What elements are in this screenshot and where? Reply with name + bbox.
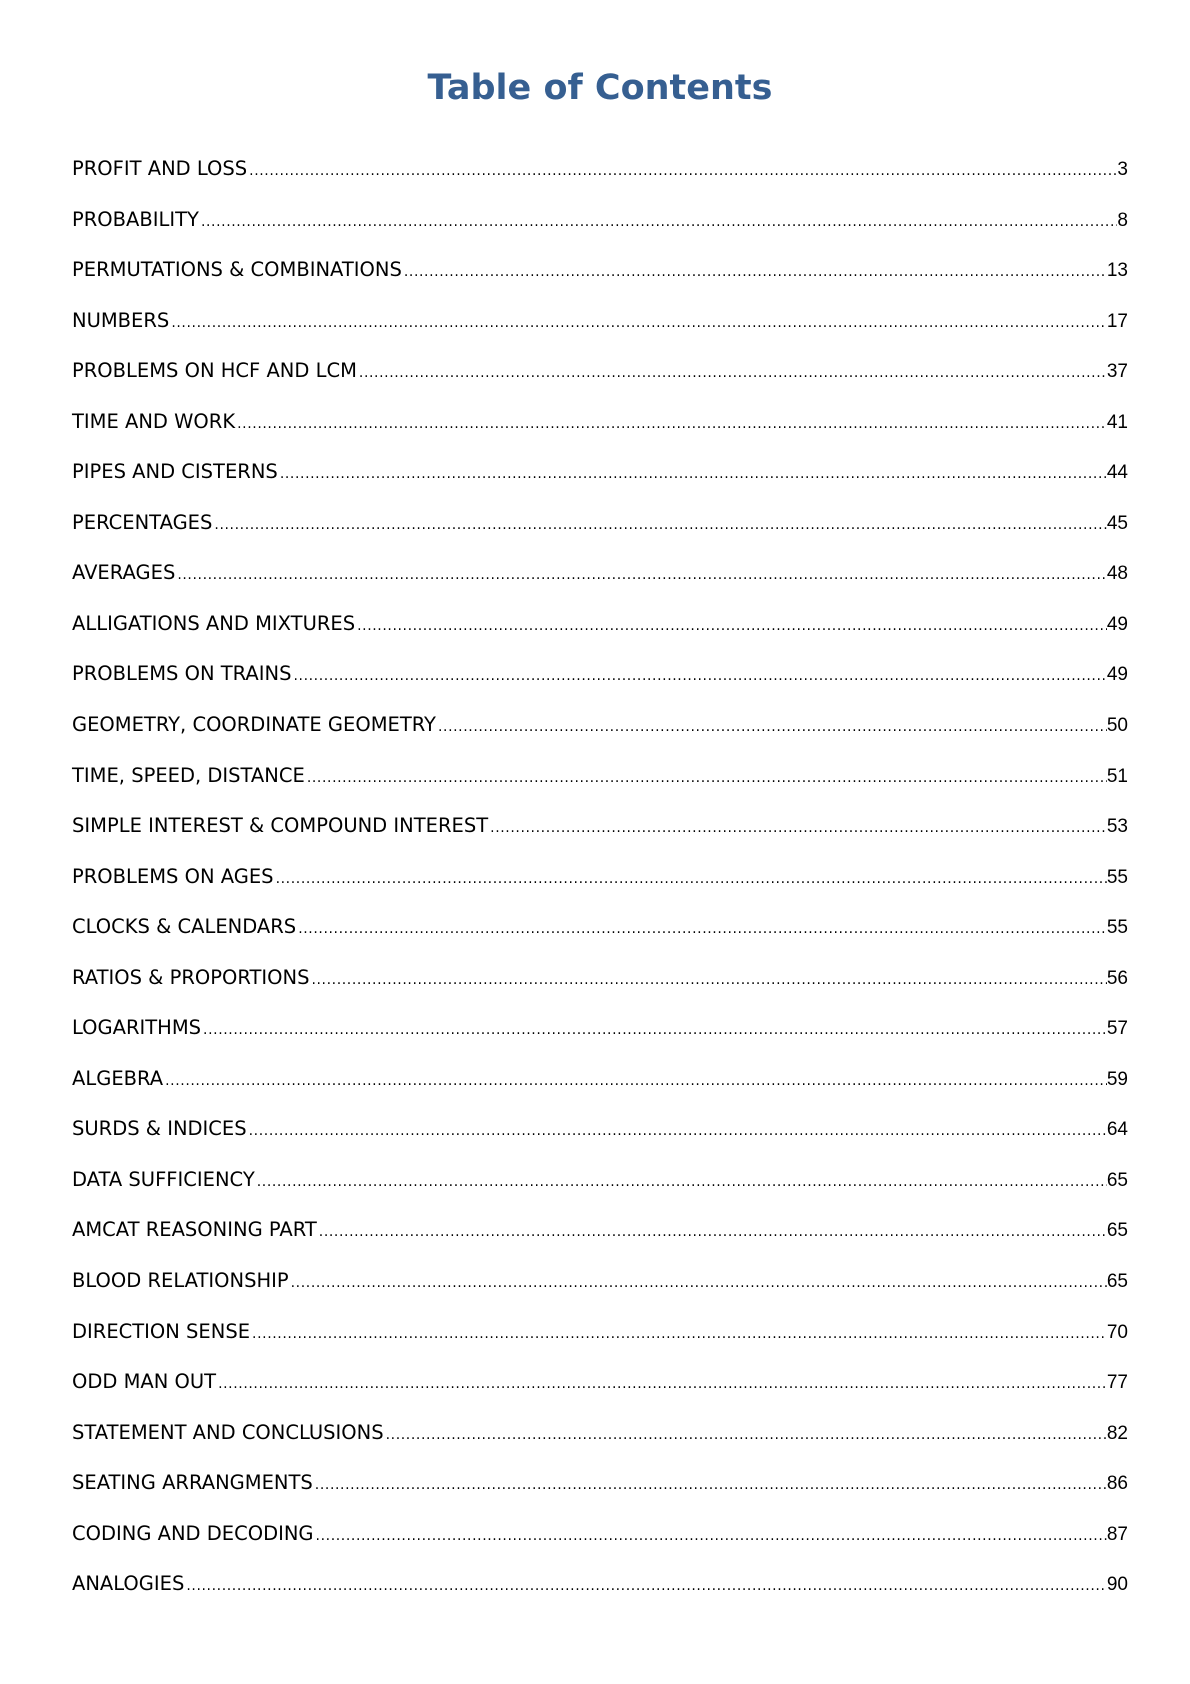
toc-entry-page-number: 49 [1106,664,1128,686]
toc-entry-page-number: 45 [1106,512,1128,534]
toc-entry-label: TIME AND WORK [72,409,236,433]
toc-entry-page-number: 87 [1106,1523,1128,1545]
toc-entry-label: ALGEBRA [72,1066,164,1090]
toc-dot-leader [313,1469,1107,1501]
toc-entry-page-number: 65 [1106,1271,1128,1293]
toc-entry-page-number: 90 [1106,1574,1128,1596]
toc-entry-page-number: 57 [1106,1018,1128,1040]
toc-entry-label: PROBABILITY [72,207,199,231]
toc-entry-label: TIME, SPEED, DISTANCE [72,763,305,787]
toc-entry-label: STATEMENT AND CONCLUSIONS [72,1420,384,1444]
toc-entry-label: DATA SUFFICIENCY [72,1167,255,1191]
toc-entry[interactable] [72,1113,1128,1164]
toc-entry[interactable] [72,1214,1128,1265]
toc-entry-label: PROBLEMS ON HCF AND LCM [72,359,357,383]
toc-entry-label: BLOOD RELATIONSHIP [72,1269,289,1293]
toc-entry-label: ODD MAN OUT [72,1370,217,1394]
toc-dot-leader [247,1115,1107,1147]
toc-entry-label: SEATING ARRANGMENTS [72,1471,313,1495]
toc-entry[interactable] [72,153,1128,204]
toc-dot-leader [305,762,1107,794]
toc-entry-page-number: 37 [1106,361,1128,383]
toc-entry-page-number: 44 [1106,462,1128,484]
toc-entry[interactable] [72,456,1128,507]
toc-dot-leader [250,1318,1107,1350]
toc-entry[interactable] [72,962,1128,1013]
toc-entry-page-number: 17 [1106,310,1128,332]
toc-dot-leader [291,660,1106,692]
toc-entry-page-number: 53 [1106,816,1128,838]
toc-dot-leader [255,1166,1107,1198]
toc-entry[interactable] [72,355,1128,406]
toc-entry[interactable] [72,406,1128,457]
toc-entry-page-number: 82 [1106,1422,1128,1444]
toc-dot-leader [169,307,1107,339]
toc-entry[interactable] [72,204,1128,255]
toc-entry-label: ANALOGIES [72,1572,185,1596]
toc-entry[interactable] [72,861,1128,912]
toc-entry-label: GEOMETRY, COORDINATE GEOMETRY [72,713,436,737]
toc-entry-label: PERCENTAGES [72,510,213,534]
toc-entry-page-number: 65 [1106,1220,1128,1242]
toc-entry-label: PROBLEMS ON AGES [72,864,274,888]
toc-dot-leader [436,711,1107,743]
toc-entry-page-number: 70 [1106,1321,1128,1343]
toc-dot-leader [274,863,1107,895]
toc-entry-label: RATIOS & PROPORTIONS [72,965,310,989]
toc-entry[interactable] [72,709,1128,760]
toc-entry-page-number: 50 [1106,715,1128,737]
toc-entry[interactable] [72,1063,1128,1114]
toc-entry-page-number: 48 [1106,563,1128,585]
table-of-contents-list [72,153,1128,1619]
toc-entry-label: ALLIGATIONS AND MIXTURES [72,611,356,635]
toc-dot-leader [289,1267,1107,1299]
toc-entry[interactable] [72,1164,1128,1215]
toc-entry[interactable] [72,254,1128,305]
toc-entry[interactable] [72,1518,1128,1569]
toc-entry-label: NUMBERS [72,308,170,332]
toc-entry-page-number: 56 [1106,967,1128,989]
toc-entry[interactable] [72,1012,1128,1063]
toc-entry-label: LOGARITHMS [72,1016,202,1040]
toc-dot-leader [355,610,1107,642]
toc-dot-leader [201,1014,1107,1046]
toc-dot-leader [384,1419,1107,1451]
toc-entry-label: CLOCKS & CALENDARS [72,915,297,939]
toc-entry[interactable] [72,760,1128,811]
toc-entry-label: SIMPLE INTEREST & COMPOUND INTEREST [72,814,489,838]
toc-entry[interactable] [72,507,1128,558]
toc-dot-leader [314,1520,1107,1552]
toc-entry-page-number: 59 [1106,1068,1128,1090]
toc-dot-leader [199,206,1117,238]
toc-dot-leader [488,812,1107,844]
toc-entry[interactable] [72,1316,1128,1367]
toc-entry-label: PROBLEMS ON TRAINS [72,662,292,686]
toc-dot-leader [163,1065,1107,1097]
toc-entry-page-number: 77 [1106,1372,1128,1394]
toc-dot-leader [278,458,1107,490]
toc-entry-page-number: 55 [1106,866,1128,888]
toc-entry-page-number: 55 [1106,917,1128,939]
toc-entry[interactable] [72,1467,1128,1518]
toc-entry-label: CODING AND DECODING [72,1521,314,1545]
toc-dot-leader [402,256,1107,288]
toc-dot-leader [247,155,1117,187]
toc-entry-label: PROFIT AND LOSS [72,157,248,180]
page-title: Table of Contents [427,68,773,108]
toc-dot-leader [184,1570,1107,1602]
toc-entry-page-number: 64 [1106,1119,1128,1141]
toc-dot-leader [317,1216,1107,1248]
toc-entry[interactable] [72,1366,1128,1417]
toc-dot-leader [296,913,1107,945]
toc-entry[interactable] [72,1568,1128,1619]
toc-entry-page-number: 13 [1106,260,1128,282]
toc-entry[interactable] [72,305,1128,356]
toc-dot-leader [235,408,1107,440]
toc-entry[interactable] [72,1265,1128,1316]
toc-dot-leader [309,964,1106,996]
toc-dot-leader [212,509,1106,541]
toc-entry-page-number: 65 [1106,1169,1128,1191]
toc-entry-label: AMCAT REASONING PART [72,1218,317,1242]
toc-entry-label: AVERAGES [72,561,176,585]
toc-entry[interactable] [72,911,1128,962]
toc-entry-label: SURDS & INDICES [72,1117,247,1141]
toc-entry[interactable] [72,557,1128,608]
toc-entry-label: PIPES AND CISTERNS [72,460,278,484]
toc-dot-leader [357,357,1107,389]
toc-dot-leader [216,1368,1107,1400]
toc-entry-page-number: 3 [1117,159,1128,180]
toc-entry-page-number: 49 [1106,613,1128,635]
toc-entry-label: DIRECTION SENSE [72,1319,251,1343]
toc-entry-label: PERMUTATIONS & COMBINATIONS [72,258,402,282]
toc-entry-page-number: 8 [1117,209,1128,231]
toc-entry[interactable] [72,658,1128,709]
toc-entry[interactable] [72,1417,1128,1468]
toc-entry[interactable] [72,608,1128,659]
toc-entry-page-number: 51 [1106,765,1128,787]
toc-entry-page-number: 41 [1106,411,1128,433]
toc-entry[interactable] [72,810,1128,861]
toc-entry-page-number: 86 [1106,1473,1128,1495]
toc-dot-leader [175,559,1107,591]
